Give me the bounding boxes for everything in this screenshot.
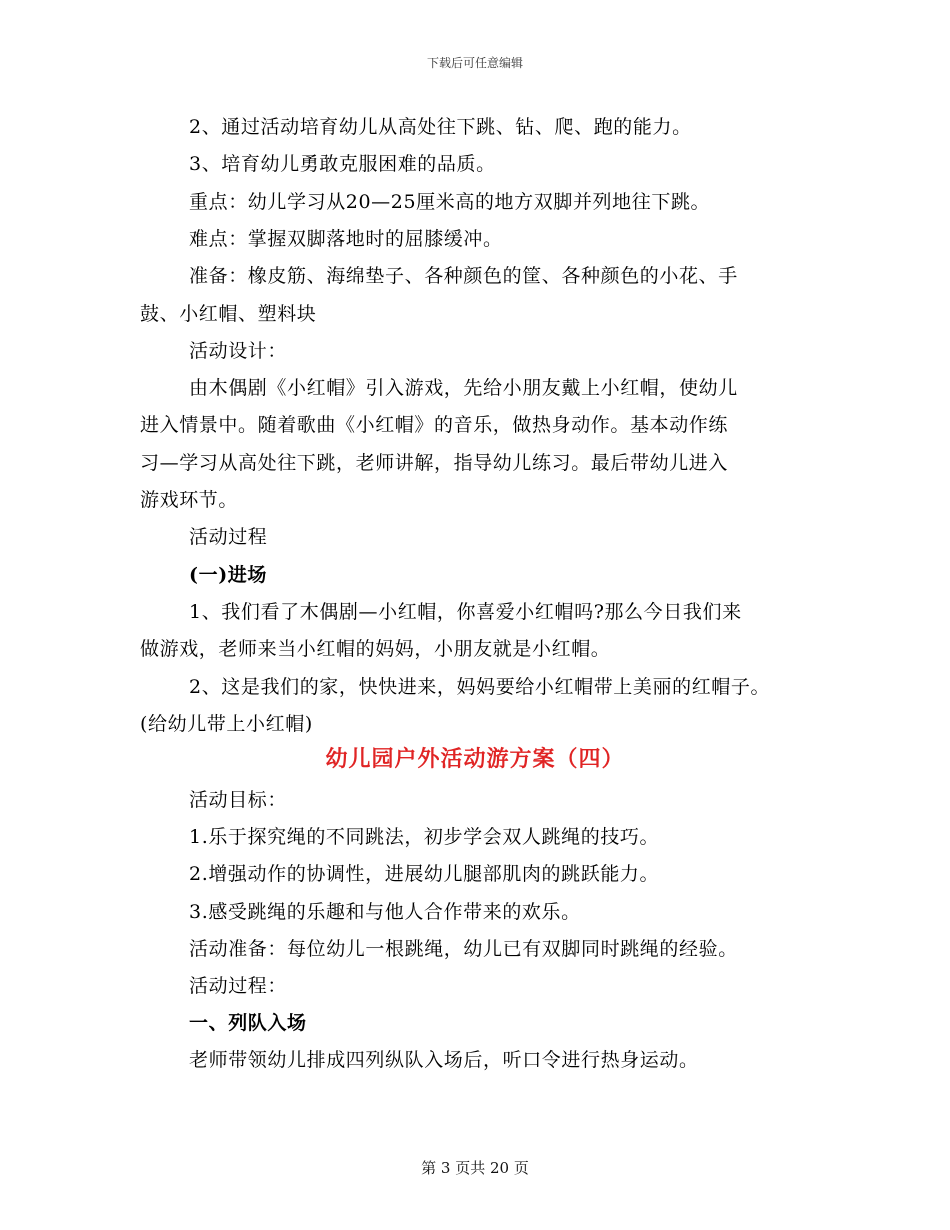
text-line: 3、培育幼儿勇敢克服困难的品质。 — [189, 153, 496, 176]
text-line: 进入情景中。随着歌曲《小红帽》的音乐，做热身动作。基本动作练 — [140, 414, 729, 437]
text-line: 活动过程 — [189, 526, 268, 549]
text-line: 一、列队入场 — [189, 1012, 307, 1035]
text-line: 活动目标： — [189, 789, 288, 811]
section-title: 幼儿园户外活动游方案（四） — [325, 746, 625, 772]
text-line: 活动准备：每位幼儿一根跳绳，幼儿已有双脚同时跳绳的经验。 — [189, 937, 738, 960]
text-line: 由木偶剧《小红帽》引入游戏，先给小朋友戴上小红帽，使幼儿 — [189, 377, 738, 400]
text-line: 老师带领幼儿排成四列纵队入场后，听口令进行热身运动。 — [189, 1049, 699, 1072]
text-line: 2.增强动作的协调性，进展幼儿腿部肌肉的跳跃能力。 — [189, 863, 660, 886]
text-line: 游戏环节。 — [140, 489, 239, 511]
text-line: 3.感受跳绳的乐趣和与他人合作带来的欢乐。 — [189, 900, 581, 923]
text-line: 重点：幼儿学习从20—25厘米高的地方双脚并列地往下跳。 — [189, 190, 711, 213]
text-line: 活动设计： — [189, 339, 288, 362]
text-line: 2、这是我们的家，快快进来，妈妈要给小红帽带上美丽的红帽子。 — [189, 675, 771, 698]
text-line: (给幼儿带上小红帽) — [140, 712, 313, 735]
text-line: 活动过程： — [189, 975, 288, 997]
text-line: 1、我们看了木偶剧—小红帽，你喜爱小红帽吗?那么今日我们来 — [189, 600, 742, 623]
text-line: 习—学习从高处往下跳，老师讲解，指导幼儿练习。最后带幼儿进入 — [140, 451, 729, 474]
page-header: 下载后可任意编辑 — [426, 56, 523, 70]
text-line: 做游戏，老师来当小红帽的妈妈，小朋友就是小红帽。 — [140, 638, 611, 661]
text-line: 难点：掌握双脚落地时的屈膝缓冲。 — [189, 227, 503, 250]
text-line: 1.乐于探究绳的不同跳法，初步学会双人跳绳的技巧。 — [189, 826, 660, 849]
page-footer: 第 3 页共 20 页 — [421, 1159, 529, 1177]
text-line: 2、通过活动培育幼儿从高处往下跳、钻、爬、跑的能力。 — [189, 116, 692, 138]
text-line: (一)进场 — [189, 563, 267, 586]
text-line: 准备：橡皮筋、海绵垫子、各种颜色的筐、各种颜色的小花、手 — [189, 265, 738, 288]
text-line: 鼓、小红帽、塑料块 — [140, 302, 317, 325]
